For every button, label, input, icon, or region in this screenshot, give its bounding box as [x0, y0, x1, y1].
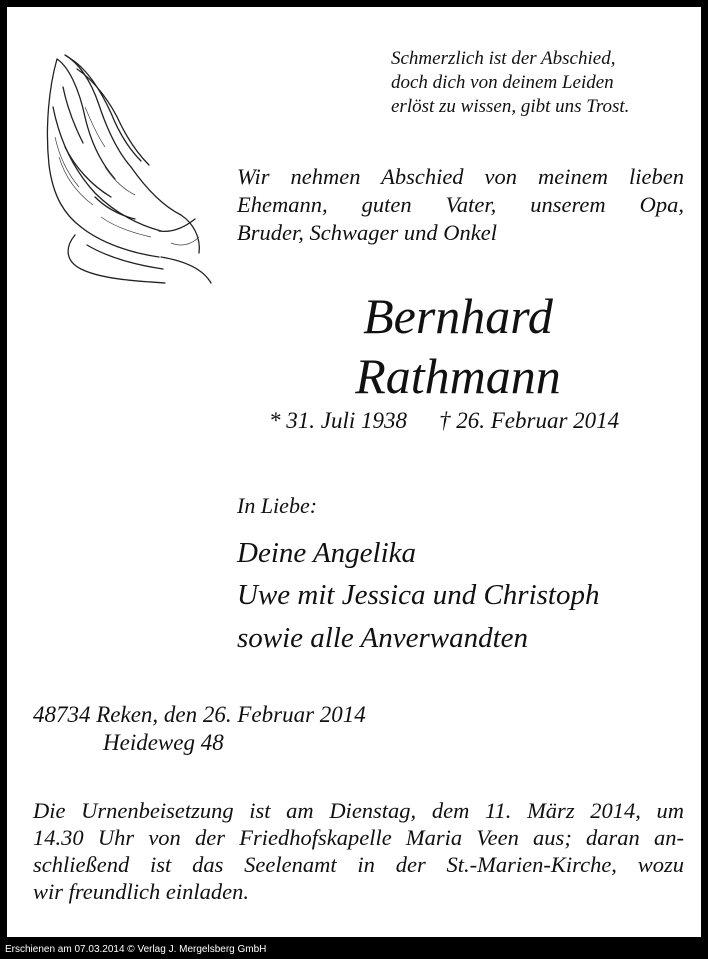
verse-line: Schmerzlich ist der Abschied, — [391, 48, 616, 69]
street-address: Heideweg 48 — [103, 730, 224, 755]
notice-line: Die Urnenbeisetzung ist am Dienstag, dem 11. März 2014, um — [33, 798, 684, 823]
notice-line: wir freundlich einladen. — [33, 879, 250, 904]
family-member-line: Uwe mit Jessica und Christoph — [237, 579, 600, 611]
death-date: † 26. Februar 2014 — [439, 408, 620, 433]
deceased-first-name: Bernhard — [363, 288, 553, 344]
intro-line: Bruder, Schwager und Onkel — [237, 220, 497, 245]
intro-line: Ehemann, guten Vater, unserem Opa, — [237, 192, 684, 217]
intro-line: Wir nehmen Abschied von meinem lieben — [237, 164, 684, 189]
family-heading: In Liebe: — [237, 493, 318, 518]
praying-hands-icon — [35, 47, 215, 287]
consolation-verse — [391, 47, 629, 119]
funeral-notice — [33, 797, 684, 905]
place-and-date: 48734 Reken, den 26. Februar 2014 — [33, 702, 366, 727]
publication-footer: Erschienen am 07.03.2014 © Verlag J. Mergelsberg GmbH — [5, 944, 267, 955]
family-member-line: sowie alle Anverwandten — [237, 622, 529, 654]
deceased-last-name: Rathmann — [355, 348, 561, 404]
obituary-card — [7, 7, 701, 937]
family-member-line: Deine Angelika — [237, 537, 417, 569]
birth-date: * 31. Juli 1938 — [269, 408, 407, 433]
farewell-intro — [237, 163, 684, 247]
verse-line: erlöst zu wissen, gibt uns Trost. — [391, 96, 630, 117]
notice-line: schließend ist das Seelenamt in der St.-Marien-Kirche, wozu — [33, 852, 684, 877]
notice-line: 14.30 Uhr von der Friedhofskapelle Maria Veen aus; daran an- — [33, 825, 684, 850]
verse-line: doch dich von deinem Leiden — [391, 72, 614, 93]
